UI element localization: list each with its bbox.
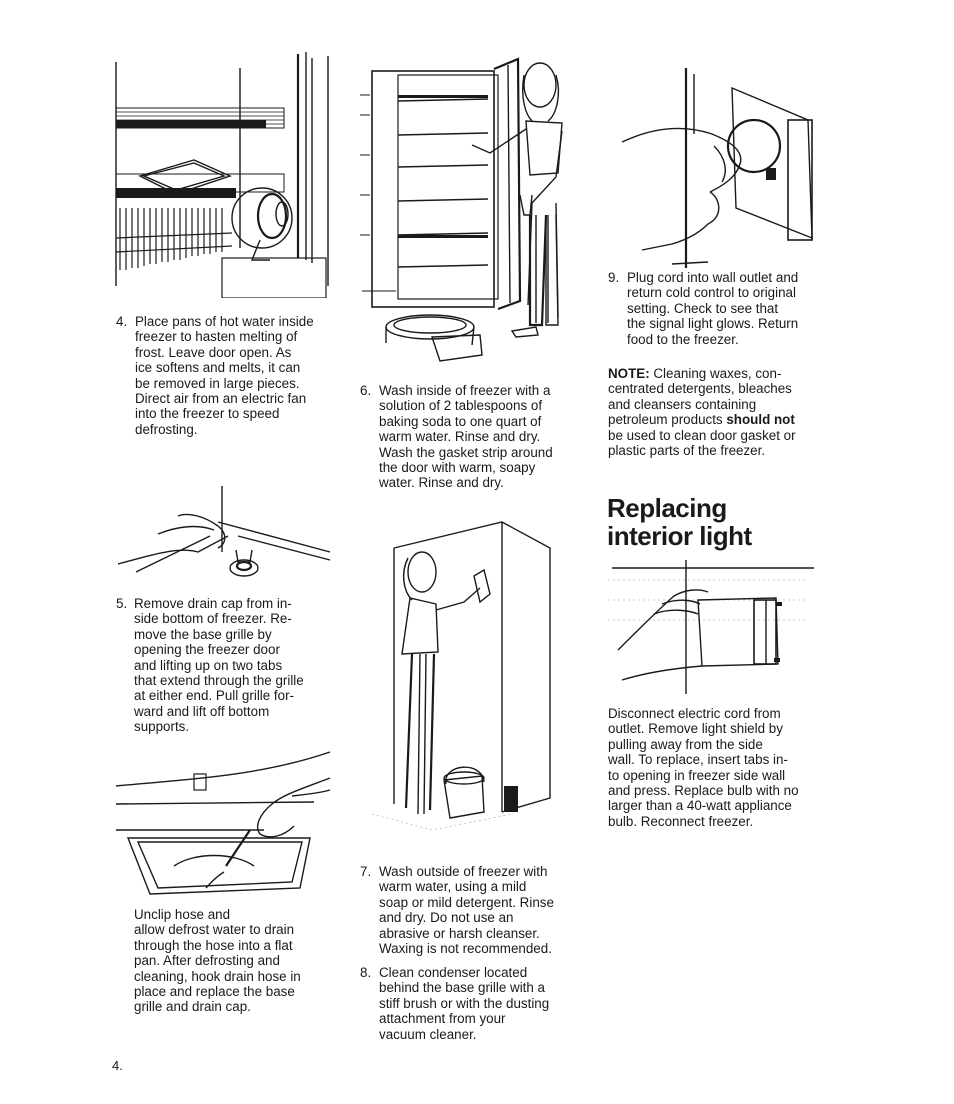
step-4-number: 4. bbox=[116, 314, 128, 329]
step-5-text: Remove drain cap from in- side bottom of freezer. Re- move the base grille by opening the freezer door and lifting up on two tabs that extend through the grille at either end. Pull grille for- ward and lift off bottom supports. bbox=[134, 596, 304, 735]
step-7-text: Wash outside of freezer with warm water, using a mild soap or mild detergent. Rinse and dry. Do not use an abrasive or harsh cleanser. Waxing is not recommended. bbox=[379, 864, 554, 957]
heading-line-2: interior light bbox=[607, 521, 752, 551]
illustration-plug-cord bbox=[612, 68, 822, 278]
illustration-light-shield bbox=[608, 560, 818, 695]
note-text-2: be used to clean door gasket or plastic parts of the freezer. bbox=[608, 427, 796, 459]
step-8-number: 8. bbox=[360, 965, 372, 980]
illustration-woman-inside-freezer bbox=[360, 55, 574, 385]
illustration-pans-and-fan bbox=[112, 48, 334, 298]
step-9-text: Plug cord into wall outlet and return cold control to original setting. Check to see that the signal light glows. Return food to the freezer. bbox=[627, 270, 799, 347]
replace-light-text: Disconnect electric cord from outlet. Remove light shield by pulling away from the side wall. To replace, insert tabs in- to opening in freezer side wall and press. Replace bulb with no larger than a 40-watt appliance bulb. Reconnect freezer. bbox=[608, 706, 799, 829]
section-heading-replacing-light bbox=[607, 494, 752, 550]
page-number: 4. bbox=[112, 1058, 123, 1073]
note-text-1: Cleaning waxes, con- centrated detergents, bleaches and cleansers containing petroleum products bbox=[608, 366, 792, 428]
step-9-number: 9. bbox=[608, 270, 620, 285]
step-4-text: Place pans of hot water inside freezer to hasten melting of frost. Leave door open. As ice softens and melts, it can be removed in large pieces. Direct air from an electric fan into the freezer to speed defrosting. bbox=[135, 314, 314, 437]
illustration-drain-cap bbox=[118, 486, 334, 586]
step-6-text: Wash inside of freezer with a solution of 2 tablespoons of baking soda to one quart of warm water. Rinse and dry. Wash the gasket strip around the door with warm, soapy water. Rinse and dry. bbox=[379, 383, 553, 491]
step-7-number: 7. bbox=[360, 864, 372, 879]
heading-line-1: Replacing bbox=[607, 493, 727, 523]
step-6-number: 6. bbox=[360, 383, 372, 398]
illustration-wash-outside bbox=[372, 514, 572, 834]
note-label: NOTE: bbox=[608, 366, 650, 381]
step-5-number: 5. bbox=[116, 596, 128, 611]
unclip-hose-text: Unclip hose and allow defrost water to drain through the hose into a flat pan. After defrosting and cleaning, hook drain hose in place and replace the base grille and drain cap. bbox=[134, 907, 301, 1015]
illustration-drain-hose-pan bbox=[114, 748, 336, 898]
step-8-text: Clean condenser located behind the base grille with a stiff brush or with the dusting attachment from your vacuum cleaner. bbox=[379, 965, 550, 1042]
cleaning-note bbox=[608, 366, 834, 458]
note-bold: should not bbox=[726, 412, 795, 428]
